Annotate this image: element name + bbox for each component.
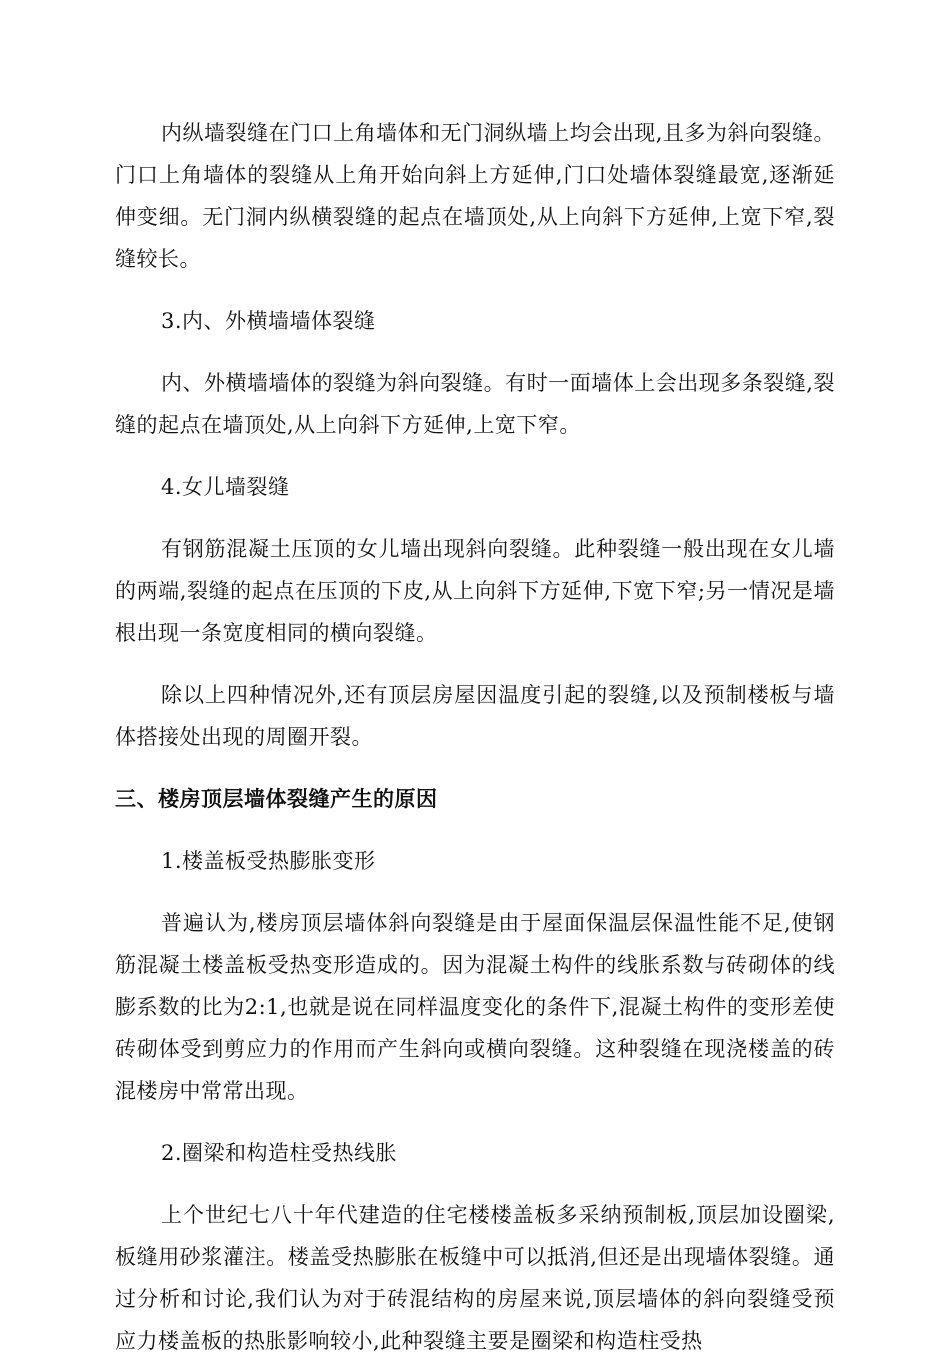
subheading-transverse-wall-cracks: 3.内、外横墙墙体裂缝 xyxy=(161,309,376,333)
paragraph-parapet-cracks: 有钢筋混凝土压顶的女儿墙出现斜向裂缝。此种裂缝一般出现在女儿墙的两端,裂缝的起点在压顶的下皮,从上向斜下方延伸,下宽下窄;另一情况是墙根出现一条宽度相同的横向裂缝。 xyxy=(115,537,835,645)
subheading-floor-slab-expansion: 1.楼盖板受热膨胀变形 xyxy=(161,849,376,873)
paragraph-inner-longitudinal-wall-cracks: 内纵墙裂缝在门口上角墙体和无门洞纵墙上均会出现,且多为斜向裂缝。门口上角墙体的裂缝从上角开始向斜上方延伸,门口处墙体裂缝最宽,逐渐延伸变细。无门洞内纵横裂缝的起点在墙顶处,从上向斜下方延伸,上宽下窄,裂缝较长。 xyxy=(115,121,835,271)
paragraph-ring-beam-expansion: 上个世纪七八十年代建造的住宅楼楼盖板多采纳预制板,顶层加设圈梁,板缝用砂浆灌注。楼盖受热膨胀在板缝中可以抵消,但还是出现墙体裂缝。通过分析和讨论,我们认为对于砖混结构的房屋来说,顶层墙体的斜向裂缝受预应力楼盖板的热胀影响较小,此种裂缝主要是圈梁和构造柱受热 xyxy=(115,1203,835,1353)
subheading-parapet-cracks: 4.女儿墙裂缝 xyxy=(161,475,290,499)
document-page xyxy=(115,112,835,1362)
paragraph-floor-slab-expansion: 普遍认为,楼房顶层墙体斜向裂缝是由于屋面保温层保温性能不足,使钢筋混凝土楼盖板受热变形造成的。因为混凝土构件的线胀系数与砖砌体的线膨系数的比为2:1,也就是说在同样温度变化的条件下,混凝土构件的变形差使砖砌体受到剪应力的作用而产生斜向或横向裂缝。这种裂缝在现浇楼盖的砖混楼房中常常出现。 xyxy=(115,911,835,1103)
paragraph-other-cracks: 除以上四种情况外,还有顶层房屋因温度引起的裂缝,以及预制楼板与墙体搭接处出现的周圈开裂。 xyxy=(115,683,835,749)
subheading-ring-beam-expansion: 2.圈梁和构造柱受热线胀 xyxy=(161,1141,398,1165)
section-heading-causes: 三、楼房顶层墙体裂缝产生的原因 xyxy=(115,786,438,811)
paragraph-transverse-wall-cracks: 内、外横墙墙体的裂缝为斜向裂缝。有时一面墙体上会出现多条裂缝,裂缝的起点在墙顶处,从上向斜下方延伸,上宽下窄。 xyxy=(115,371,835,437)
